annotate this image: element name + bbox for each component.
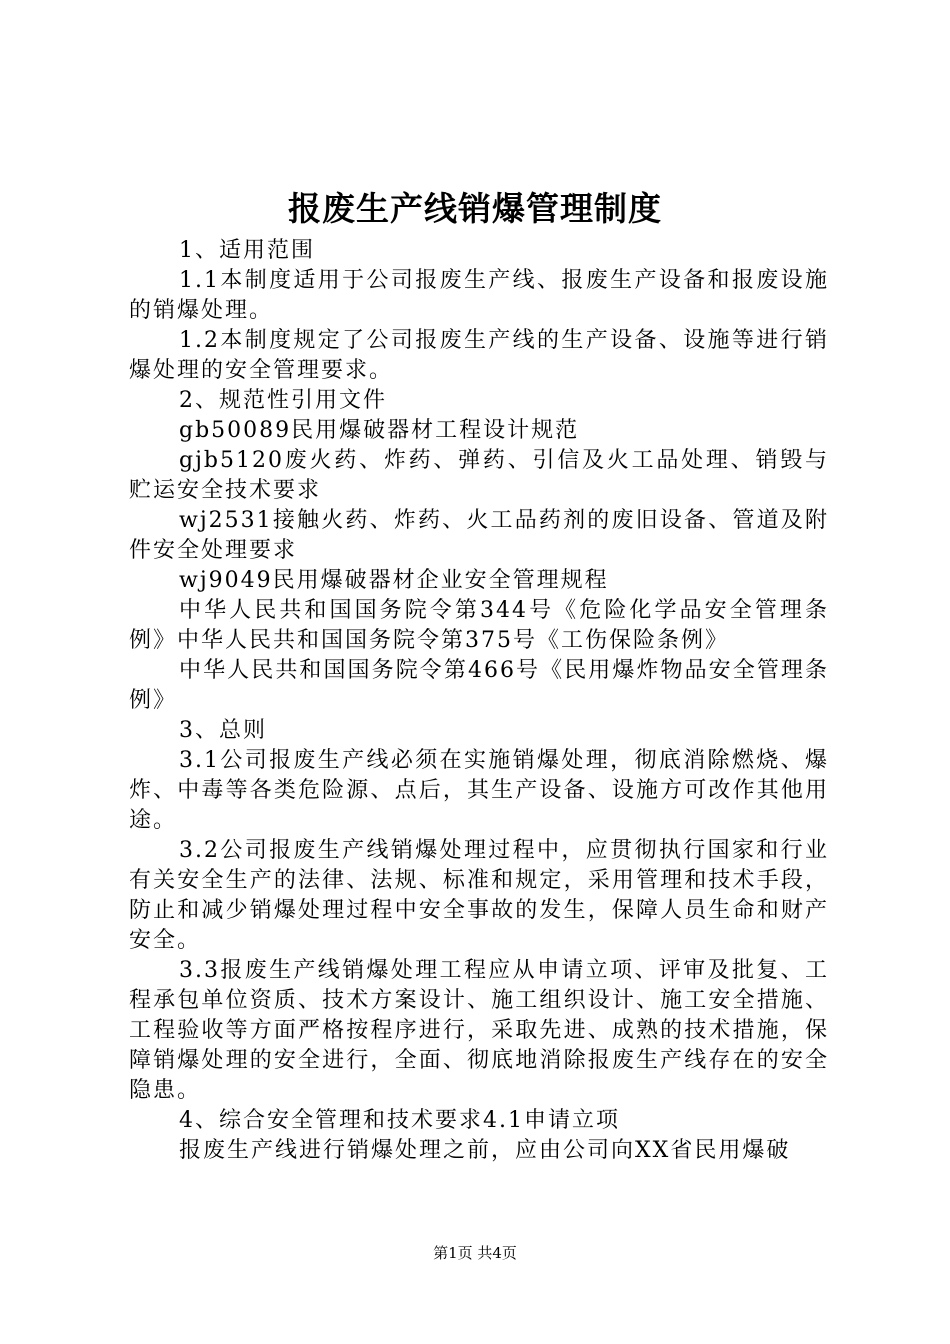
paragraph: 3.3报废生产线销爆处理工程应从申请立项、评审及批复、工程承包单位资质、技术方案设计、施工组织设计、施工安全措施、工程验收等方面严格按程序进行，采取先进、成熟的技术措施，保障销爆处理的安全进行，全面、彻底地消除报废生产线存在的安全隐患。: [129, 958, 829, 1103]
paragraph: 1.1本制度适用于公司报废生产线、报废生产设备和报废设施的销爆处理。: [129, 268, 829, 323]
reference-item: wj9049民用爆破器材企业安全管理规程: [179, 568, 609, 593]
document-body: [129, 236, 829, 1166]
reference-item: 中华人民共和国国务院令第344号《危险化学品安全管理条例》中华人民共和国国务院令第375号《工伤保险条例》: [129, 598, 829, 653]
section-heading: 2、规范性引用文件: [179, 388, 387, 413]
paragraph: 3.1公司报废生产线必须在实施销爆处理，彻底消除燃烧、爆炸、中毒等各类危险源、点后，其生产设备、设施方可改作其他用途。: [129, 748, 829, 833]
reference-item: wj2531接触火药、炸药、火工品药剂的废旧设备、管道及附件安全处理要求: [129, 508, 829, 563]
reference-item: 中华人民共和国国务院令第466号《民用爆炸物品安全管理条例》: [129, 658, 829, 713]
paragraph: 1.2本制度规定了公司报废生产线的生产设备、设施等进行销爆处理的安全管理要求。: [129, 328, 829, 383]
page-footer: 第1页 共4页: [433, 1244, 517, 1262]
section-heading: 1、适用范围: [179, 238, 315, 263]
paragraph: 报废生产线进行销爆处理之前，应由公司向XX省民用爆破: [179, 1138, 791, 1163]
section-heading: 4、综合安全管理和技术要求4.1申请立项: [179, 1108, 620, 1133]
paragraph: 3.2公司报废生产线销爆处理过程中，应贯彻执行国家和行业有关安全生产的法律、法规、标准和规定，采用管理和技术手段，防止和减少销爆处理过程中安全事故的发生，保障人员生命和财产安全。: [129, 838, 829, 953]
document-title: 报废生产线销爆管理制度: [288, 189, 662, 228]
section-heading: 3、总则: [179, 718, 267, 743]
reference-item: gjb5120废火药、炸药、弹药、引信及火工品处理、销毁与贮运安全技术要求: [129, 448, 829, 503]
reference-item: gb50089民用爆破器材工程设计规范: [179, 418, 580, 443]
